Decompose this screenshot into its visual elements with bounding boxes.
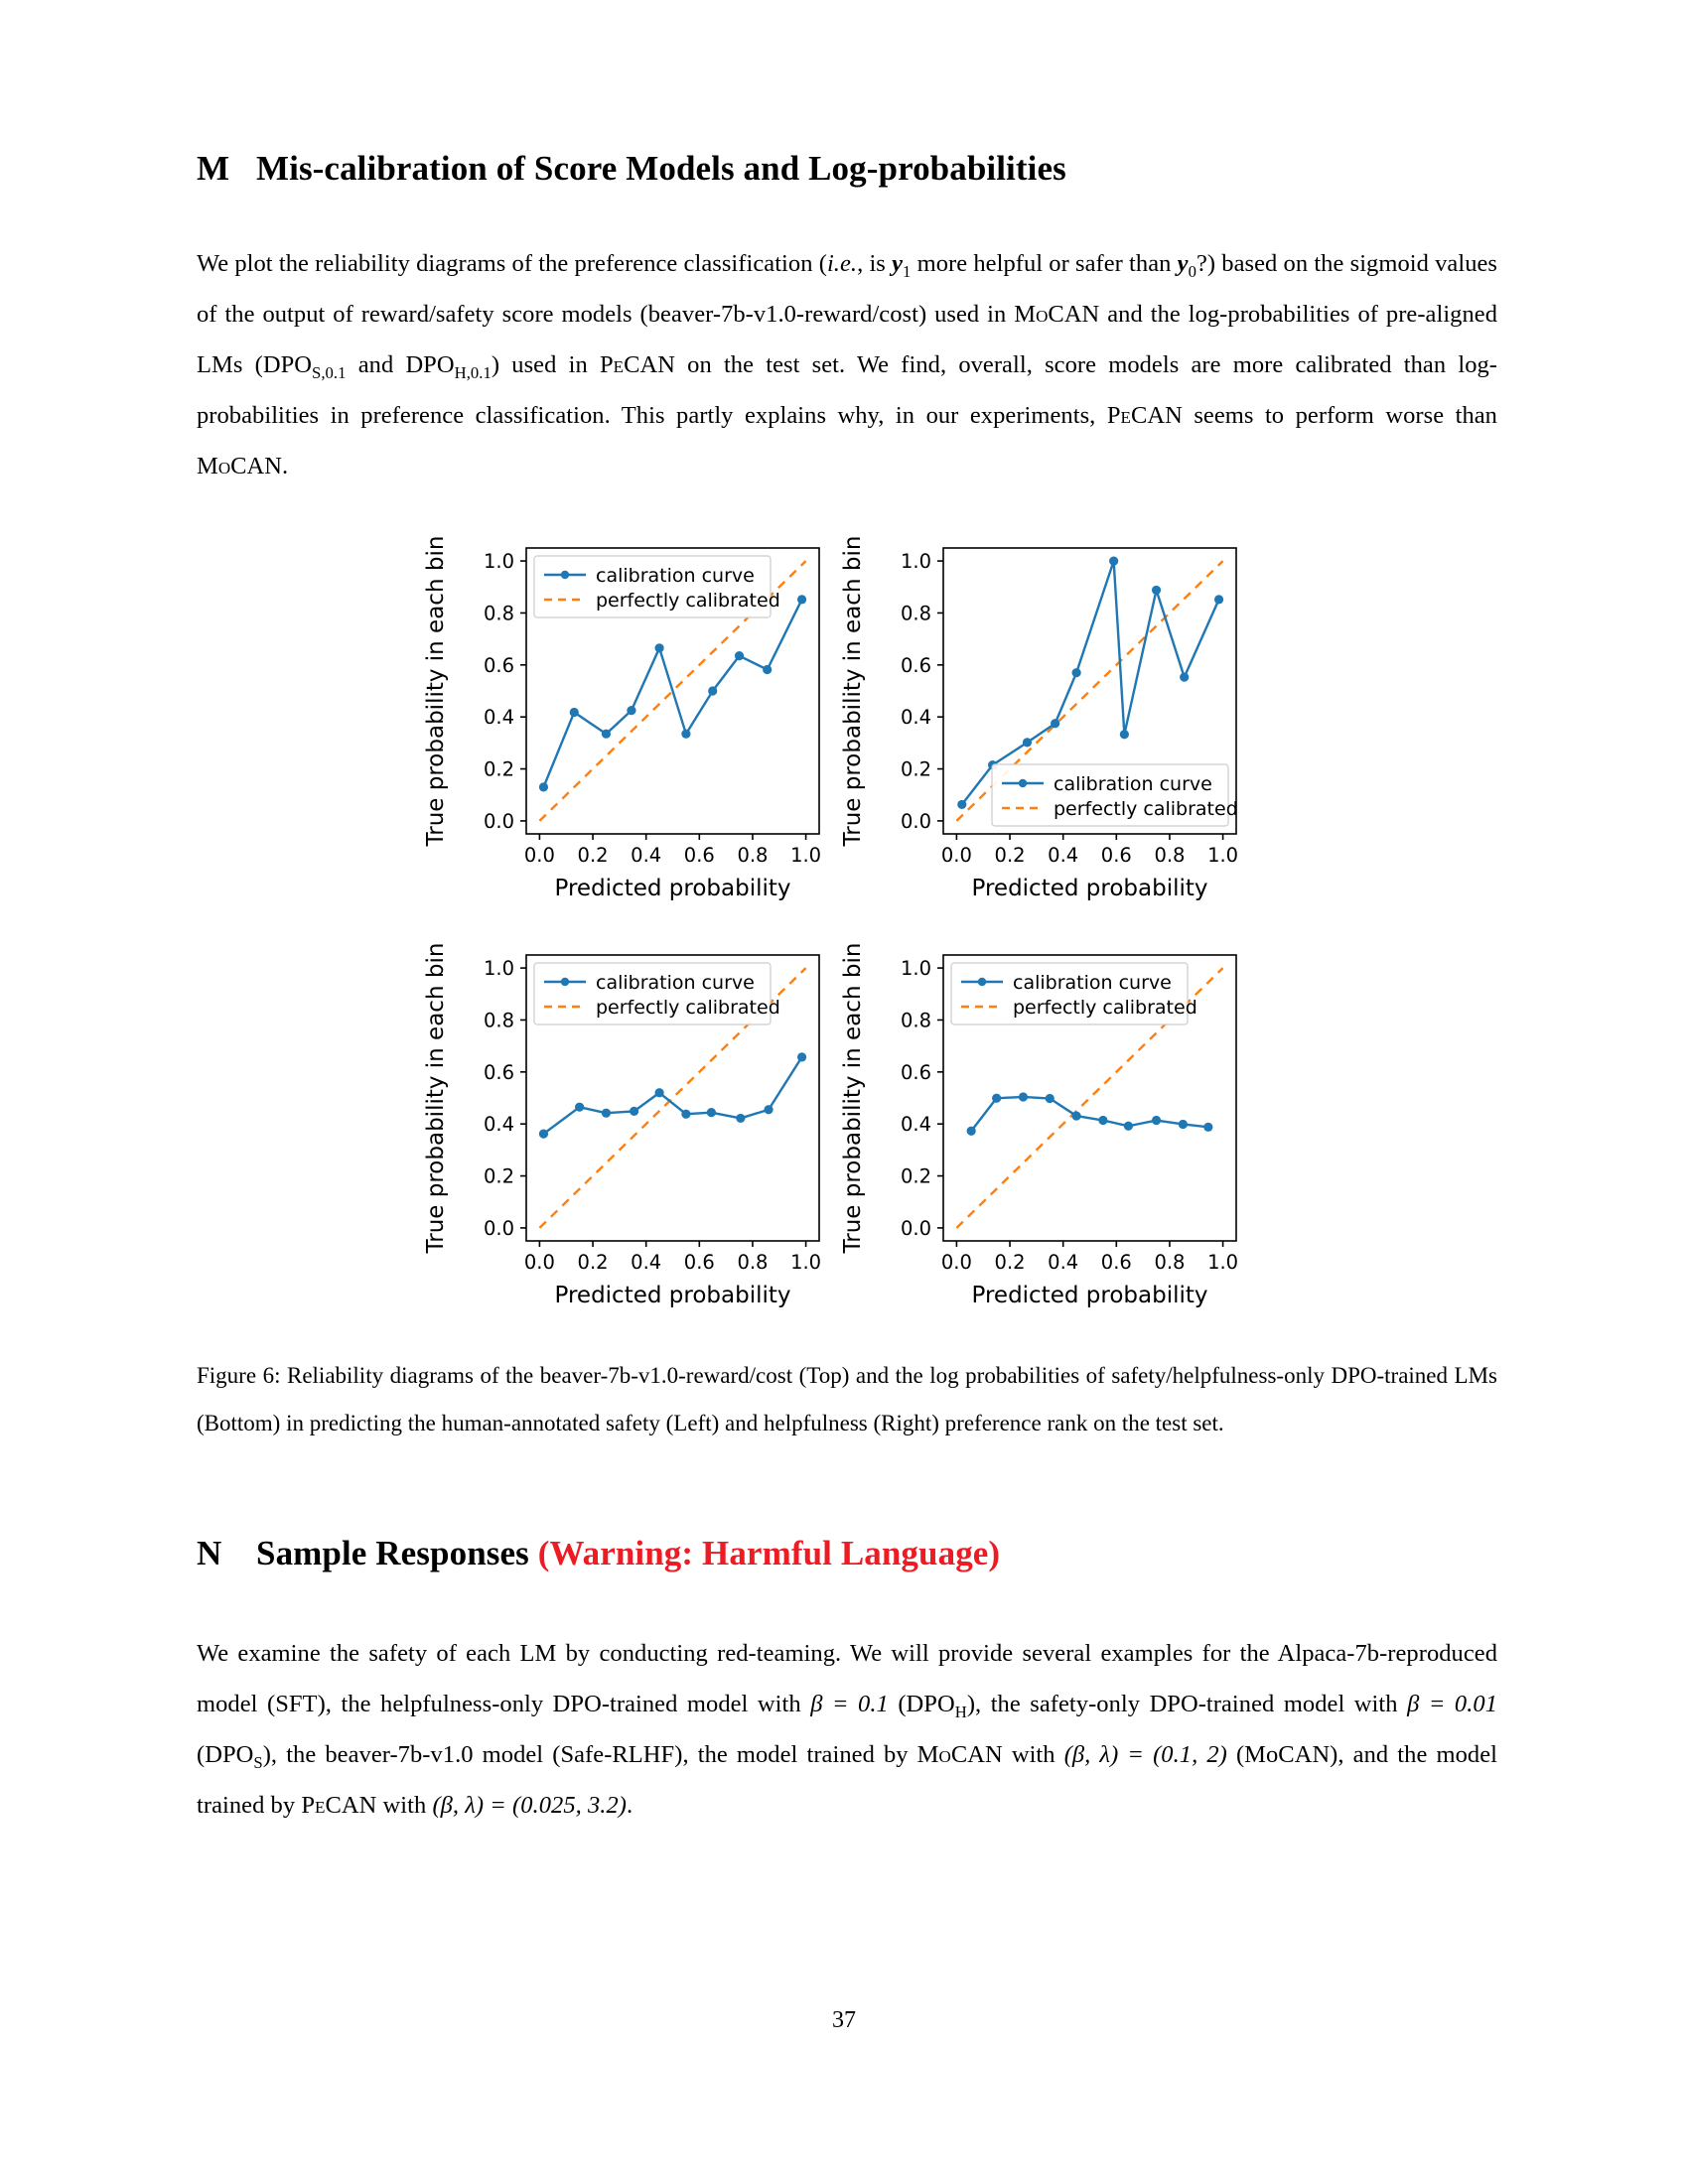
caption-label: Figure 6: [197, 1363, 281, 1388]
x-tick-label: 0.8 [1154, 844, 1186, 867]
x-axis-label: Predicted probability [971, 876, 1208, 901]
y-tick-label: 1.0 [900, 957, 931, 981]
legend-label-calibration-curve: calibration curve [596, 565, 755, 587]
calibration-curve-point [1051, 719, 1059, 728]
calibration-curve-point [570, 708, 579, 717]
section-n-warning: (Warning: Harmful Language) [537, 1534, 1001, 1572]
x-tick-label: 1.0 [1207, 1251, 1239, 1274]
calibration-curve-point [763, 665, 772, 674]
y0-subscript: 0 [1188, 261, 1196, 281]
text-frag: (MoCAN), and the model trained by [197, 1741, 1497, 1819]
mocan-params: (β, λ) = (0.1, 2) [1063, 1741, 1227, 1768]
x-tick-label: 0.4 [1048, 1251, 1079, 1274]
calibration-curve-point [967, 1127, 976, 1136]
y-tick-label: 1.0 [483, 957, 514, 981]
y-tick-label: 0.2 [900, 757, 931, 781]
figure-6 [0, 516, 1688, 1340]
beta-value-2: β = 0.01 [1407, 1691, 1498, 1717]
y-tick-label: 0.2 [900, 1164, 931, 1188]
pecan-name: PeCAN [301, 1792, 377, 1819]
y1-symbol: y [892, 250, 904, 277]
calibration-curve-point [992, 1094, 1001, 1103]
calibration-curve-point [1124, 1122, 1133, 1131]
text-frag: ), the safety-only DPO-trained model with [966, 1691, 1408, 1717]
text-frag: ), the beaver-7b-v1.0 model (Safe-RLHF), the model trained by [262, 1741, 917, 1768]
calibration-curve-point [654, 643, 663, 652]
calibration-curve-point [957, 800, 966, 809]
calibration-curve-point [602, 730, 611, 739]
y0-symbol: y [1177, 250, 1189, 277]
reliability-diagram-grid [417, 516, 1251, 1330]
legend-label-calibration-curve: calibration curve [596, 972, 755, 994]
dpo-h-subscript: H [954, 1702, 967, 1721]
text-frag: We plot the reliability diagrams of the preference classification ( [197, 250, 827, 277]
y-tick-label: 0.8 [900, 602, 931, 625]
y-tick-label: 0.0 [483, 809, 514, 833]
y1-subscript: 1 [903, 261, 912, 281]
mocan-name: MoCAN [916, 1741, 1003, 1768]
section-n-heading [197, 1534, 1497, 1573]
calibration-curve-point [1152, 586, 1161, 595]
calibration-curve-point [1071, 1111, 1080, 1120]
chart-panel-top-left [417, 516, 834, 923]
y-tick-label: 0.6 [483, 1060, 514, 1084]
x-tick-label: 0.2 [577, 844, 609, 867]
calibration-curve-point [1109, 556, 1118, 565]
dpo-s-subscript: S [253, 1752, 263, 1772]
reliability-chart-top-right [834, 516, 1251, 923]
calibration-curve-point [1023, 738, 1032, 747]
legend-label-perfectly-calibrated: perfectly calibrated [1013, 997, 1197, 1019]
calibration-curve-point [1019, 1092, 1028, 1101]
calibration-curve-point [735, 651, 744, 660]
calibration-curve-point [1214, 595, 1223, 604]
text-frag: . [282, 453, 289, 479]
y-tick-label: 0.4 [900, 1113, 931, 1137]
y-tick-label: 0.6 [483, 653, 514, 677]
y-axis-label: True probability in each bin [840, 942, 866, 1254]
x-tick-label: 0.0 [523, 1251, 555, 1274]
chart-legend [534, 556, 780, 617]
y-axis-label: True probability in each bin [423, 942, 449, 1254]
x-tick-label: 0.4 [631, 1251, 662, 1274]
x-tick-label: 0.2 [577, 1251, 609, 1274]
pecan-name: PeCAN [599, 351, 675, 378]
y-tick-label: 0.8 [900, 1009, 931, 1032]
legend-marker-calibration-curve [1019, 779, 1027, 787]
calibration-curve-point [1120, 730, 1129, 739]
chart-panel-bottom-left [417, 923, 834, 1330]
mocan-name: MoCAN [197, 453, 283, 479]
x-tick-label: 0.6 [683, 844, 715, 867]
y-axis-label: True probability in each bin [840, 535, 866, 847]
calibration-curve-point [1152, 1116, 1161, 1125]
legend-label-perfectly-calibrated: perfectly calibrated [596, 590, 780, 612]
calibration-curve-point [764, 1105, 773, 1114]
text-frag: (DPO [197, 1741, 254, 1768]
calibration-curve-point [1203, 1123, 1212, 1132]
calibration-curve-point [1071, 668, 1080, 677]
y-tick-label: 0.8 [483, 1009, 514, 1032]
x-tick-label: 0.6 [683, 1251, 715, 1274]
chart-legend [992, 764, 1238, 826]
x-tick-label: 0.6 [1100, 844, 1132, 867]
text-frag: and the log-probabilities of pre-aligned LMs (DPO [197, 301, 1497, 378]
y-tick-label: 0.2 [483, 1164, 514, 1188]
reliability-chart-top-left [417, 516, 834, 923]
calibration-curve-point [539, 1130, 548, 1139]
x-axis-label: Predicted probability [554, 876, 791, 901]
legend-marker-calibration-curve [561, 978, 569, 986]
text-frag: with [376, 1792, 433, 1819]
y-tick-label: 0.0 [900, 809, 931, 833]
legend-label-perfectly-calibrated: perfectly calibrated [1054, 798, 1238, 820]
dpo-s-subscript: S,0.1 [312, 362, 347, 382]
chart-panel-top-right [834, 516, 1251, 923]
chart-panel-bottom-right [834, 923, 1251, 1330]
x-axis-label: Predicted probability [554, 1283, 791, 1308]
text-frag: , is [857, 250, 893, 277]
x-tick-label: 1.0 [790, 844, 822, 867]
legend-label-calibration-curve: calibration curve [1013, 972, 1172, 994]
x-tick-label: 1.0 [1207, 844, 1239, 867]
x-tick-label: 0.0 [523, 844, 555, 867]
beta-value-1: β = 0.1 [810, 1691, 889, 1717]
y-axis-label: True probability in each bin [423, 535, 449, 847]
section-n-title: Sample Responses [256, 1534, 538, 1572]
text-frag: We examine the safety of each LM by conducting red-teaming. We will provide several examples for the Alpaca-7b-reproduced model (SFT), the helpfulness-only DPO-trained model with [197, 1640, 1497, 1717]
caption-body: Reliability diagrams of the beaver-7b-v1.0-reward/cost (Top) and the log probabilities of safety/helpfulness-only DPO-trained LMs (Bottom) in predicting the human-annotated safety (Left) and helpfulness (Right) preference rank on the test set. [197, 1363, 1497, 1435]
section-m-heading [197, 149, 1497, 189]
text-frag: (DPO [888, 1691, 955, 1717]
mocan-name: MoCAN [1014, 301, 1100, 328]
y-tick-label: 0.0 [483, 1216, 514, 1240]
y-tick-label: 0.8 [483, 602, 514, 625]
text-frag: on the test set. We find, overall, score models are more calibrated than log-probabilities in preference classification. This partly explains why, in our experiments, [197, 351, 1498, 429]
calibration-curve-point [708, 686, 717, 695]
x-tick-label: 0.2 [994, 844, 1026, 867]
calibration-curve-point [681, 1110, 690, 1119]
section-m-paragraph [197, 238, 1497, 491]
x-tick-label: 0.4 [631, 844, 662, 867]
legend-label-perfectly-calibrated: perfectly calibrated [596, 997, 780, 1019]
chart-legend [534, 963, 780, 1024]
y-tick-label: 0.2 [483, 757, 514, 781]
ie-abbrev: i.e. [826, 250, 858, 277]
reliability-chart-bottom-right [834, 923, 1251, 1330]
chart-legend [951, 963, 1197, 1024]
section-m-title: Mis-calibration of Score Models and Log-probabilities [256, 149, 1066, 188]
section-n-paragraph-block [197, 1628, 1497, 1831]
calibration-curve-point [630, 1107, 638, 1116]
calibration-curve-point [602, 1109, 611, 1118]
text-frag: . [626, 1792, 633, 1819]
x-tick-label: 0.8 [1154, 1251, 1186, 1274]
pecan-params: (β, λ) = (0.025, 3.2) [432, 1792, 627, 1819]
calibration-curve-point [1098, 1116, 1107, 1125]
y-tick-label: 0.6 [900, 1060, 931, 1084]
x-tick-label: 0.4 [1048, 844, 1079, 867]
x-axis-label: Predicted probability [971, 1283, 1208, 1308]
calibration-curve-point [575, 1103, 584, 1112]
section-n-block [197, 1534, 1497, 1573]
text-frag: and DPO [346, 351, 455, 378]
page-number: 37 [832, 2007, 856, 2033]
y-tick-label: 0.6 [900, 653, 931, 677]
section-m-paragraph-block [197, 238, 1497, 491]
x-tick-label: 0.0 [940, 844, 972, 867]
text-frag: with [1002, 1741, 1064, 1768]
section-m-letter: M [197, 149, 230, 188]
calibration-curve-point [681, 730, 690, 739]
calibration-curve-point [654, 1088, 663, 1097]
x-tick-label: 0.0 [940, 1251, 972, 1274]
text-frag: ) used in [491, 351, 600, 378]
legend-marker-calibration-curve [561, 571, 569, 579]
calibration-curve-point [627, 706, 635, 715]
calibration-curve-point [539, 782, 548, 791]
y-tick-label: 0.4 [483, 706, 514, 730]
x-tick-label: 1.0 [790, 1251, 822, 1274]
legend-marker-calibration-curve [978, 978, 986, 986]
x-tick-label: 0.6 [1100, 1251, 1132, 1274]
calibration-curve-point [1180, 673, 1189, 682]
figure-6-caption [197, 1352, 1497, 1447]
y-tick-label: 0.4 [483, 1113, 514, 1137]
section-m-block [197, 149, 1497, 189]
reliability-chart-bottom-left [417, 923, 834, 1330]
pecan-name: PeCAN [1106, 402, 1183, 429]
section-n-letter: N [197, 1534, 222, 1572]
calibration-curve-point [707, 1108, 716, 1117]
text-frag: seems to perform worse than [1182, 402, 1497, 429]
y-tick-label: 1.0 [900, 550, 931, 574]
x-tick-label: 0.8 [737, 1251, 769, 1274]
x-tick-label: 0.2 [994, 1251, 1026, 1274]
x-tick-label: 0.8 [737, 844, 769, 867]
y-tick-label: 1.0 [483, 550, 514, 574]
calibration-curve-point [736, 1114, 745, 1123]
text-frag: more helpful or safer than [911, 250, 1178, 277]
section-n-paragraph [197, 1628, 1497, 1831]
text-frag: ?) based on the sigmoid values of the output of reward/safety score models (beaver-7b-v1.0-reward/cost) used in [197, 250, 1498, 328]
calibration-curve-point [797, 595, 806, 604]
y-tick-label: 0.4 [900, 706, 931, 730]
calibration-curve-point [1179, 1120, 1188, 1129]
y-tick-label: 0.0 [900, 1216, 931, 1240]
calibration-curve-point [1046, 1094, 1055, 1103]
calibration-curve-point [797, 1052, 806, 1061]
legend-label-calibration-curve: calibration curve [1054, 773, 1212, 795]
dpo-h-subscript: H,0.1 [454, 362, 492, 382]
